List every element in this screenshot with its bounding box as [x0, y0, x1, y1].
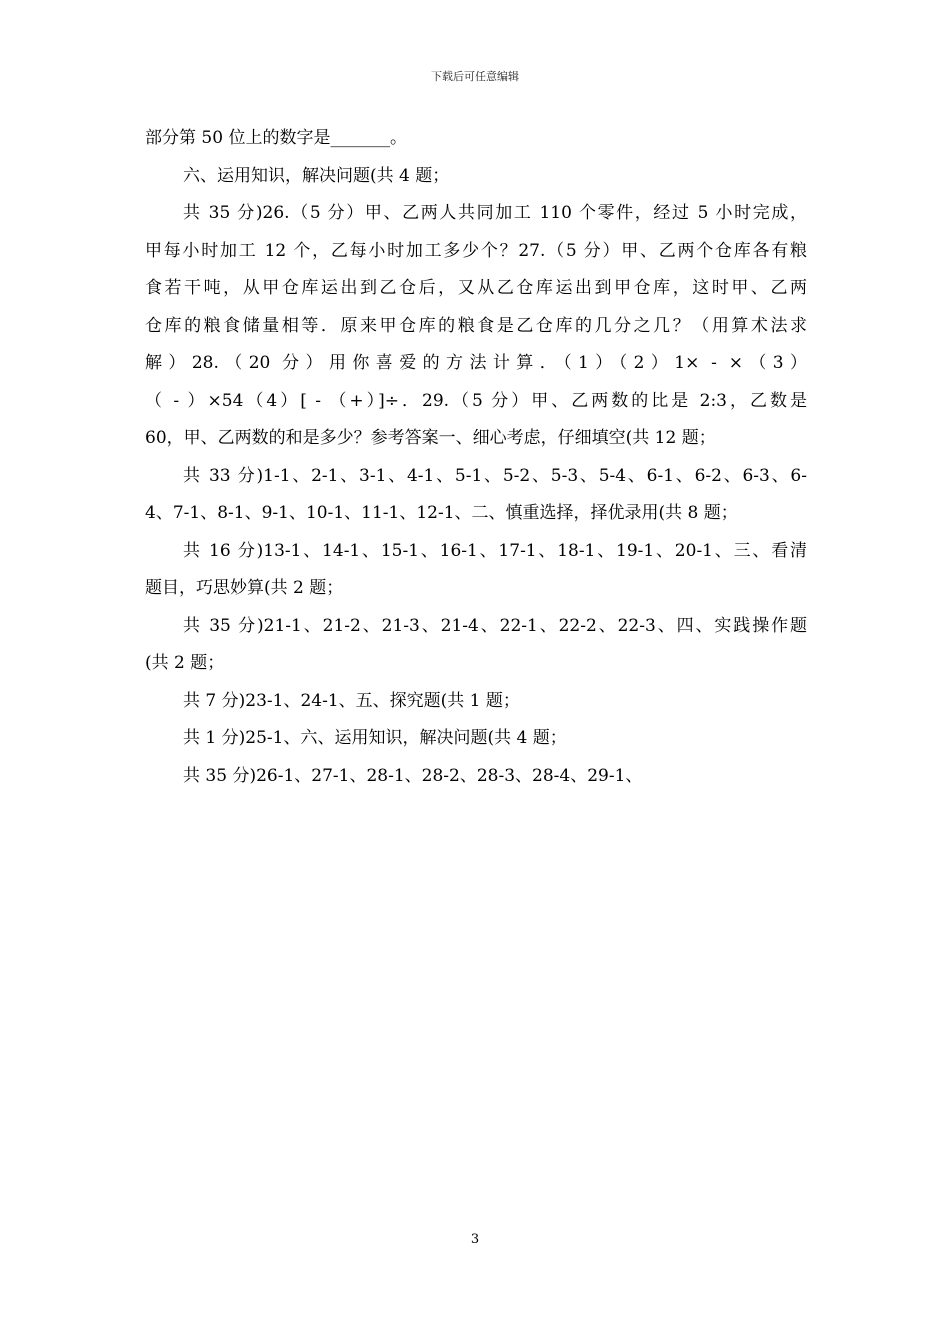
- text-line: 共 1 分)25-1、六、运用知识，解决问题(共 4 题；: [183, 728, 567, 748]
- text-line: 4、7-1、8-1、9-1、10-1、11-1、12-1、二、慎重选择，择优录用(共 8 题；: [145, 503, 738, 523]
- text-line: 共 16 分)13-1、14-1、15-1、16-1、17-1、18-1、19-1、20-1、三、看清: [183, 540, 807, 561]
- text-line: 共 35 分)21-1、21-2、21-3、21-4、22-1、22-2、22-3、四、实践操作题: [183, 615, 807, 636]
- document-body: [145, 120, 807, 795]
- text-line: 60，甲、乙两数的和是多少？参考答案一、细心考虑，仔细填空(共 12 题；: [145, 428, 716, 448]
- text-line: 解）28.（20 分）用你喜爱的方法计算．（1）（2）1× - ×（3）: [145, 353, 807, 373]
- text-line: 甲每小时加工 12 个，乙每小时加工多少个？27.（5 分）甲、乙两个仓库各有粮: [145, 240, 807, 261]
- text-line: 共 35 分)26.（5 分）甲、乙两人共同加工 110 个零件，经过 5 小时完成，: [183, 203, 807, 223]
- section-heading: 六、运用知识，解决问题(共 4 题；: [183, 165, 450, 186]
- text-line: 食若干吨，从甲仓库运出到乙仓后，又从乙仓库运出到甲仓库，这时甲、乙两: [145, 278, 807, 298]
- text-line: 共 33 分)1-1、2-1、3-1、4-1、5-1、5-2、5-3、5-4、6-1、6-2、6-3、6-: [183, 465, 807, 486]
- page-header: 下载后可任意编辑: [431, 70, 519, 83]
- page-number: 3: [470, 1232, 480, 1247]
- text-line: 仓库的粮食储量相等．原来甲仓库的粮食是乙仓库的几分之几？（用算术法求: [145, 315, 807, 336]
- text-line: 共 35 分)26-1、27-1、28-1、28-2、28-3、28-4、29-1、: [183, 765, 643, 786]
- text-line: 题目，巧思妙算(共 2 题；: [145, 578, 344, 598]
- text-line: 共 7 分)23-1、24-1、五、探究题(共 1 题；: [183, 690, 520, 711]
- text-line: (共 2 题；: [145, 653, 225, 673]
- text-line: 部分第 50 位上的数字是_______。: [145, 128, 407, 148]
- text-line: （ - ）×54（4）[ - （+）]÷．29.（5 分）甲、乙两数的比是 2:3，乙数是: [145, 390, 807, 411]
